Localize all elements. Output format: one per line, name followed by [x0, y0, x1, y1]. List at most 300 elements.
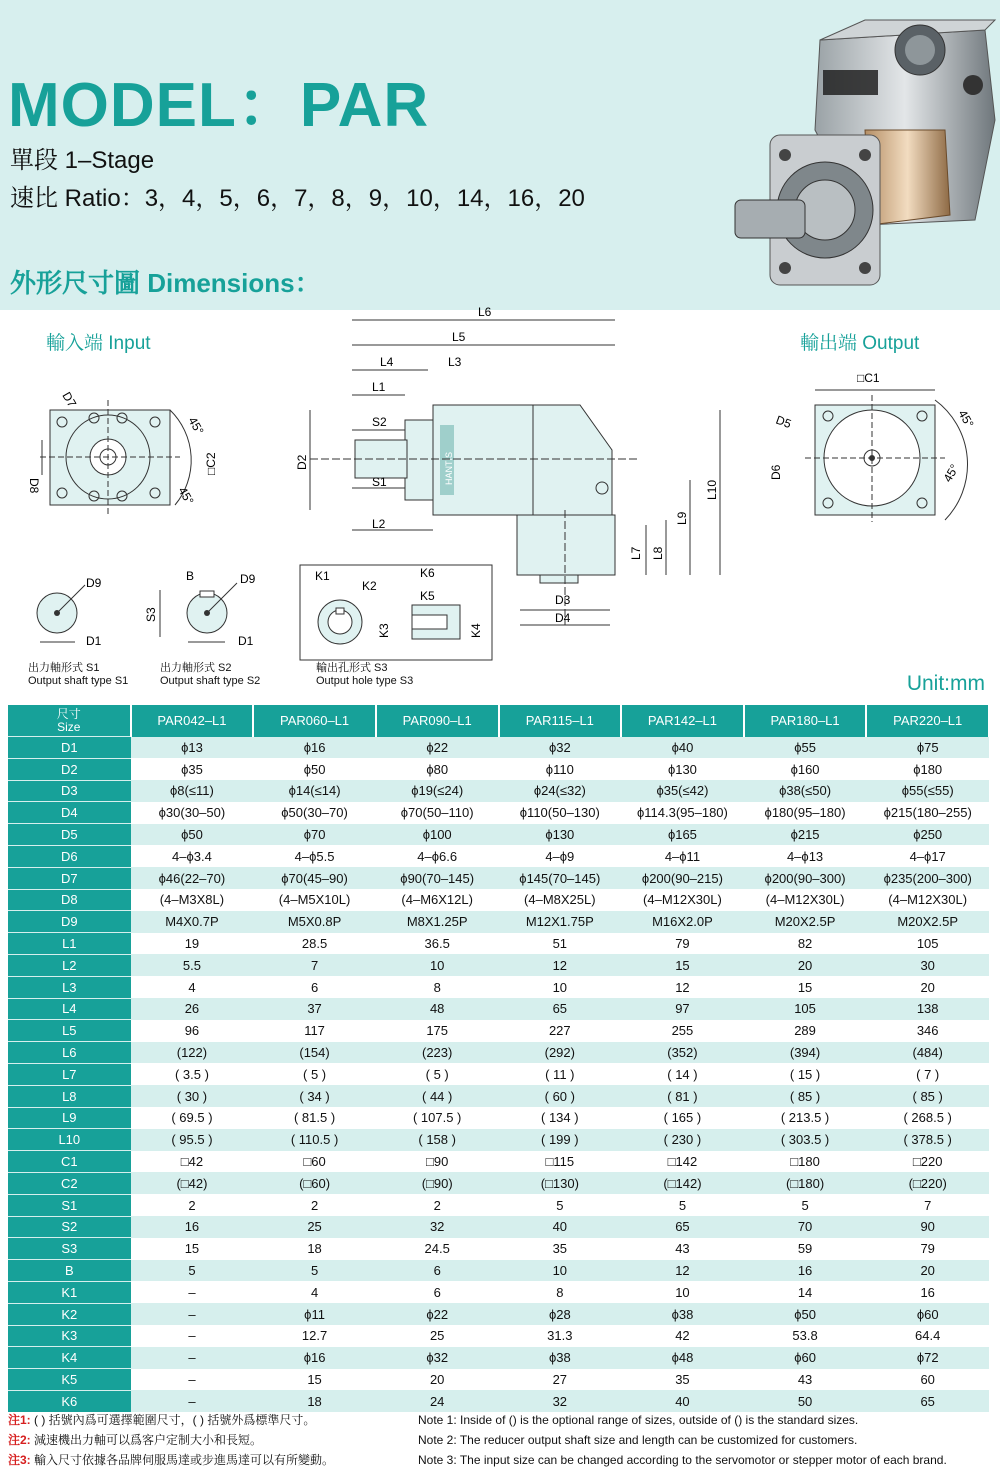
- table-cell: ϕ110(50–130): [499, 802, 622, 824]
- table-cell: ϕ16: [253, 737, 376, 759]
- note-zh-3: [8, 1450, 334, 1470]
- table-cell: 105: [744, 998, 867, 1020]
- table-cell: (4–M12X30L): [744, 889, 867, 911]
- table-cell: ( 60 ): [499, 1085, 622, 1107]
- table-cell: 2: [131, 1194, 254, 1216]
- table-cell: ϕ160: [744, 758, 867, 780]
- table-row: [8, 1325, 989, 1347]
- table-cell: 2: [376, 1194, 499, 1216]
- table-cell: ( 15 ): [744, 1063, 867, 1085]
- d5-label: D5: [773, 412, 794, 432]
- s2-label: S2: [372, 415, 387, 429]
- table-cell: 12: [621, 1260, 744, 1282]
- table-cell: ( 107.5 ): [376, 1107, 499, 1129]
- hole-type-s3: [300, 565, 492, 660]
- table-cell: 35: [499, 1238, 622, 1260]
- table-row: [8, 780, 989, 802]
- table-cell: ( 230 ): [621, 1129, 744, 1151]
- row-label: K5: [8, 1369, 131, 1391]
- k2-label: K2: [362, 579, 377, 593]
- row-label: D7: [8, 867, 131, 889]
- table-cell: 28.5: [253, 933, 376, 955]
- table-cell: ( 81 ): [621, 1085, 744, 1107]
- table-cell: 175: [376, 1020, 499, 1042]
- row-label: D6: [8, 845, 131, 867]
- table-cell: 26: [131, 998, 254, 1020]
- table-cell: 24.5: [376, 1238, 499, 1260]
- l9-label: L9: [675, 511, 689, 525]
- table-row: [8, 867, 989, 889]
- k4-label: K4: [469, 623, 483, 638]
- table-cell: (394): [744, 1042, 867, 1064]
- table-cell: 4: [253, 1281, 376, 1303]
- table-cell: 60: [866, 1369, 989, 1391]
- table-cell: ( 44 ): [376, 1085, 499, 1107]
- note-en-2: [418, 1430, 947, 1450]
- input-label: 輸入端 Input: [46, 333, 151, 354]
- table-cell: 32: [376, 1216, 499, 1238]
- out-angle-45-2: 45°: [940, 461, 962, 485]
- table-cell: 10: [499, 1260, 622, 1282]
- table-cell: 10: [621, 1281, 744, 1303]
- row-label: L9: [8, 1107, 131, 1129]
- row-label: D8: [8, 889, 131, 911]
- table-cell: □220: [866, 1151, 989, 1173]
- table-cell: 227: [499, 1020, 622, 1042]
- table-cell: –: [131, 1325, 254, 1347]
- table-cell: 82: [744, 933, 867, 955]
- table-cell: ϕ130: [621, 758, 744, 780]
- table-cell: ϕ200(90–215): [621, 867, 744, 889]
- note-en-label: Note 1:: [418, 1413, 457, 1427]
- table-cell: ϕ50: [131, 824, 254, 846]
- c1-label: □C1: [857, 371, 880, 385]
- row-label: L5: [8, 1020, 131, 1042]
- table-cell: 30: [866, 954, 989, 976]
- table-cell: 12: [621, 976, 744, 998]
- row-label: K6: [8, 1390, 131, 1411]
- row-label: K1: [8, 1281, 131, 1303]
- table-cell: 138: [866, 998, 989, 1020]
- table-cell: 59: [744, 1238, 867, 1260]
- model-title: MODEL：PAR: [8, 71, 430, 140]
- table-cell: 15: [131, 1238, 254, 1260]
- table-cell: –: [131, 1281, 254, 1303]
- table-cell: 20: [866, 976, 989, 998]
- ratio-text: 速比 Ratio：3，4，5，6，7，8，9，10，14，16，20: [10, 185, 585, 212]
- d2-label: D2: [295, 454, 309, 470]
- table-cell: (352): [621, 1042, 744, 1064]
- note-zh-1: [8, 1410, 334, 1430]
- table-cell: 16: [866, 1281, 989, 1303]
- table-cell: ( 14 ): [621, 1063, 744, 1085]
- table-cell: ϕ55(≤55): [866, 780, 989, 802]
- table-cell: 4–ϕ13: [744, 845, 867, 867]
- table-cell: 16: [744, 1260, 867, 1282]
- table-cell: ϕ13: [131, 737, 254, 759]
- table-row: [8, 758, 989, 780]
- table-cell: 10: [376, 954, 499, 976]
- table-cell: ( 95.5 ): [131, 1129, 254, 1151]
- table-row: [8, 1369, 989, 1391]
- brand-label: HANTIS: [444, 451, 454, 485]
- row-label: K3: [8, 1325, 131, 1347]
- table-cell: (□220): [866, 1172, 989, 1194]
- note-en-label: Note 2:: [418, 1433, 457, 1447]
- dimensions-title: 外形尺寸圖 Dimensions：: [10, 268, 321, 298]
- model-header: PAR220–L1: [866, 705, 989, 737]
- table-cell: 31.3: [499, 1325, 622, 1347]
- table-cell: 14: [744, 1281, 867, 1303]
- size-header: [8, 705, 131, 737]
- table-cell: 289: [744, 1020, 867, 1042]
- table-cell: 65: [866, 1390, 989, 1411]
- table-cell: ( 30 ): [131, 1085, 254, 1107]
- table-cell: (□90): [376, 1172, 499, 1194]
- table-cell: ϕ32: [499, 737, 622, 759]
- size-zh: 尺寸: [56, 706, 81, 721]
- table-cell: ϕ215(180–255): [866, 802, 989, 824]
- table-cell: ϕ215: [744, 824, 867, 846]
- table-cell: 18: [253, 1238, 376, 1260]
- table-cell: 12: [499, 954, 622, 976]
- table-cell: 20: [744, 954, 867, 976]
- row-label: C2: [8, 1172, 131, 1194]
- l2-label: L2: [372, 517, 386, 531]
- k6-label: K6: [420, 566, 435, 580]
- table-row: [8, 1042, 989, 1064]
- d7-label: D7: [59, 389, 80, 410]
- table-cell: 2: [253, 1194, 376, 1216]
- table-cell: (□130): [499, 1172, 622, 1194]
- row-label: L1: [8, 933, 131, 955]
- table-cell: 79: [866, 1238, 989, 1260]
- table-cell: ϕ145(70–145): [499, 867, 622, 889]
- d3-label: D3: [555, 593, 571, 607]
- table-cell: 117: [253, 1020, 376, 1042]
- table-cell: ϕ46(22–70): [131, 867, 254, 889]
- table-cell: ϕ14(≤14): [253, 780, 376, 802]
- table-row: [8, 889, 989, 911]
- l1-label: L1: [372, 380, 386, 394]
- table-cell: 25: [376, 1325, 499, 1347]
- table-cell: 15: [621, 954, 744, 976]
- notes-zh: [8, 1410, 334, 1470]
- model-header: PAR042–L1: [131, 705, 254, 737]
- row-label: K4: [8, 1347, 131, 1369]
- table-cell: (□142): [621, 1172, 744, 1194]
- table-cell: M8X1.25P: [376, 911, 499, 933]
- size-en: Size: [57, 719, 81, 734]
- table-cell: (4–M12X30L): [866, 889, 989, 911]
- table-row: [8, 954, 989, 976]
- table-cell: –: [131, 1369, 254, 1391]
- table-cell: 4–ϕ17: [866, 845, 989, 867]
- table-cell: ϕ19(≤24): [376, 780, 499, 802]
- note-en-text: The reducer output shaft size and length can be customized for customers.: [459, 1433, 858, 1447]
- row-label: D4: [8, 802, 131, 824]
- table-cell: ϕ90(70–145): [376, 867, 499, 889]
- caption-s1: [28, 662, 128, 688]
- table-cell: 15: [253, 1369, 376, 1391]
- table-row: [8, 1281, 989, 1303]
- caption-s2-zh: 出力軸形式 S2: [160, 662, 232, 674]
- input-flange-view: [27, 390, 218, 516]
- table-row: [8, 1020, 989, 1042]
- table-cell: 5: [744, 1194, 867, 1216]
- table-row: [8, 1063, 989, 1085]
- table-cell: ϕ250: [866, 824, 989, 846]
- table-cell: –: [131, 1390, 254, 1411]
- table-cell: ϕ24(≤32): [499, 780, 622, 802]
- table-cell: ϕ180(95–180): [744, 802, 867, 824]
- table-cell: □42: [131, 1151, 254, 1173]
- row-label: D5: [8, 824, 131, 846]
- table-row: [8, 1238, 989, 1260]
- table-cell: ϕ70(45–90): [253, 867, 376, 889]
- s2-d1-label: D1: [238, 634, 254, 648]
- table-cell: M20X2.5P: [866, 911, 989, 933]
- l4-label: L4: [380, 355, 394, 369]
- table-cell: ( 85 ): [744, 1085, 867, 1107]
- table-cell: (4–M6X12L): [376, 889, 499, 911]
- d6-label: D6: [769, 464, 783, 480]
- table-row: [8, 1347, 989, 1369]
- table-cell: 40: [621, 1390, 744, 1411]
- table-cell: ϕ11: [253, 1303, 376, 1325]
- table-cell: ϕ38: [499, 1347, 622, 1369]
- k5-label: K5: [420, 589, 435, 603]
- s2-d9-label: D9: [240, 572, 256, 586]
- model-header: PAR115–L1: [499, 705, 622, 737]
- table-cell: 18: [253, 1390, 376, 1411]
- table-cell: 4: [131, 976, 254, 998]
- table-cell: ( 110.5 ): [253, 1129, 376, 1151]
- table-cell: 70: [744, 1216, 867, 1238]
- table-cell: 50: [744, 1390, 867, 1411]
- table-header-row: [8, 705, 989, 737]
- table-cell: 43: [621, 1238, 744, 1260]
- table-cell: ( 81.5 ): [253, 1107, 376, 1129]
- table-cell: ( 11 ): [499, 1063, 622, 1085]
- caption-s3-zh: 輸出孔形式 S3: [316, 662, 388, 674]
- table-cell: 5: [621, 1194, 744, 1216]
- table-row: [8, 1172, 989, 1194]
- row-label: S1: [8, 1194, 131, 1216]
- table-cell: (223): [376, 1042, 499, 1064]
- note-en-text: The input size can be changed according to the servomotor or stepper motor of each brand.: [459, 1453, 947, 1467]
- table-cell: (4–M8X25L): [499, 889, 622, 911]
- gearbox-product-image: [715, 10, 1000, 290]
- table-cell: ϕ22: [376, 1303, 499, 1325]
- spec-table: [8, 705, 990, 1412]
- table-cell: ϕ16: [253, 1347, 376, 1369]
- table-cell: 8: [376, 976, 499, 998]
- k3-label: K3: [377, 623, 391, 638]
- note-zh-text: ( ) 括號內爲可選擇範圍尺寸，( ) 括號外爲標準尺寸。: [34, 1413, 316, 1427]
- table-cell: 10: [499, 976, 622, 998]
- table-cell: ϕ80: [376, 758, 499, 780]
- table-cell: 51: [499, 933, 622, 955]
- row-label: D2: [8, 758, 131, 780]
- table-cell: ϕ70(50–110): [376, 802, 499, 824]
- table-cell: ϕ8(≤11): [131, 780, 254, 802]
- table-cell: 12.7: [253, 1325, 376, 1347]
- table-cell: 4–ϕ5.5: [253, 845, 376, 867]
- s1-d1-label: D1: [86, 634, 102, 648]
- table-cell: 79: [621, 933, 744, 955]
- table-cell: ( 158 ): [376, 1129, 499, 1151]
- table-cell: ( 378.5 ): [866, 1129, 989, 1151]
- caption-s2-en: Output shaft type S2: [160, 675, 261, 687]
- note-zh-2: [8, 1430, 334, 1450]
- table-cell: 4–ϕ11: [621, 845, 744, 867]
- table-cell: 255: [621, 1020, 744, 1042]
- s1-label: S1: [372, 475, 387, 489]
- table-row: [8, 845, 989, 867]
- table-cell: □142: [621, 1151, 744, 1173]
- table-cell: ϕ72: [866, 1347, 989, 1369]
- table-cell: 4–ϕ3.4: [131, 845, 254, 867]
- table-cell: 346: [866, 1020, 989, 1042]
- table-row: [8, 802, 989, 824]
- table-cell: 16: [131, 1216, 254, 1238]
- table-cell: ϕ30(30–50): [131, 802, 254, 824]
- l5-label: L5: [452, 330, 466, 344]
- table-row: [8, 1129, 989, 1151]
- table-cell: ϕ35: [131, 758, 254, 780]
- table-cell: 5.5: [131, 954, 254, 976]
- table-cell: ( 85 ): [866, 1085, 989, 1107]
- table-cell: ( 5 ): [376, 1063, 499, 1085]
- table-row: [8, 911, 989, 933]
- note-zh-label: 注2:: [8, 1433, 31, 1447]
- table-cell: ϕ114.3(95–180): [621, 802, 744, 824]
- table-row: [8, 824, 989, 846]
- table-cell: 42: [621, 1325, 744, 1347]
- table-cell: 24: [376, 1390, 499, 1411]
- table-cell: (4–M5X10L): [253, 889, 376, 911]
- table-cell: 7: [253, 954, 376, 976]
- table-cell: (□42): [131, 1172, 254, 1194]
- caption-s3: [316, 662, 413, 688]
- row-label: L4: [8, 998, 131, 1020]
- s2-s3-label: S3: [144, 607, 158, 622]
- table-row: [8, 737, 989, 759]
- table-cell: ϕ235(200–300): [866, 867, 989, 889]
- l3-label: L3: [448, 355, 462, 369]
- row-label: B: [8, 1260, 131, 1282]
- table-cell: ϕ180: [866, 758, 989, 780]
- out-angle-45: 45°: [955, 407, 977, 431]
- table-cell: 7: [866, 1194, 989, 1216]
- table-cell: ϕ35(≤42): [621, 780, 744, 802]
- table-cell: ( 69.5 ): [131, 1107, 254, 1129]
- table-cell: 96: [131, 1020, 254, 1042]
- table-cell: 25: [253, 1216, 376, 1238]
- caption-s1-zh: 出力軸形式 S1: [28, 662, 100, 674]
- note-en-1: [418, 1410, 947, 1430]
- stage-text: 單段 1–Stage: [10, 147, 155, 174]
- table-cell: ϕ48: [621, 1347, 744, 1369]
- table-cell: ϕ55: [744, 737, 867, 759]
- row-label: L3: [8, 976, 131, 998]
- note-zh-label: 注1:: [8, 1413, 31, 1427]
- l6-label: L6: [478, 305, 492, 319]
- table-cell: ϕ75: [866, 737, 989, 759]
- table-cell: ϕ50: [253, 758, 376, 780]
- table-body: [8, 737, 989, 1412]
- s2-b-label: B: [186, 569, 195, 583]
- table-cell: 5: [253, 1260, 376, 1282]
- table-cell: ϕ70: [253, 824, 376, 846]
- table-cell: ϕ38(≤50): [744, 780, 867, 802]
- l8-label: L8: [651, 546, 665, 560]
- table-row: [8, 1260, 989, 1282]
- table-cell: 6: [376, 1260, 499, 1282]
- table-row: [8, 1216, 989, 1238]
- table-cell: ϕ38: [621, 1303, 744, 1325]
- row-label: L6: [8, 1042, 131, 1064]
- table-row: [8, 933, 989, 955]
- row-label: S3: [8, 1238, 131, 1260]
- angle-45-label: 45°: [185, 414, 207, 438]
- table-cell: 32: [499, 1390, 622, 1411]
- table-cell: 35: [621, 1369, 744, 1391]
- table-cell: ϕ130: [499, 824, 622, 846]
- shaft-type-s2: [144, 569, 256, 648]
- table-cell: 5: [499, 1194, 622, 1216]
- table-cell: 27: [499, 1369, 622, 1391]
- table-cell: (□60): [253, 1172, 376, 1194]
- row-label: S2: [8, 1216, 131, 1238]
- row-label: D9: [8, 911, 131, 933]
- table-cell: □90: [376, 1151, 499, 1173]
- table-cell: 19: [131, 933, 254, 955]
- table-cell: ϕ100: [376, 824, 499, 846]
- table-cell: ϕ50: [744, 1303, 867, 1325]
- table-cell: □60: [253, 1151, 376, 1173]
- table-cell: 105: [866, 933, 989, 955]
- note-zh-text: 輸入尺寸依據各品牌伺服馬達或步進馬達可以有所變動。: [34, 1453, 335, 1467]
- table-cell: (4–M12X30L): [621, 889, 744, 911]
- table-cell: M12X1.75P: [499, 911, 622, 933]
- angle-45-label-2: 45°: [175, 484, 197, 508]
- table-cell: 15: [744, 976, 867, 998]
- caption-s2: [160, 662, 260, 688]
- table-cell: 36.5: [376, 933, 499, 955]
- note-en-label: Note 3:: [418, 1453, 457, 1467]
- row-label: L8: [8, 1085, 131, 1107]
- table-cell: –: [131, 1303, 254, 1325]
- table-cell: 53.8: [744, 1325, 867, 1347]
- table-cell: □180: [744, 1151, 867, 1173]
- row-label: D1: [8, 737, 131, 759]
- table-cell: 64.4: [866, 1325, 989, 1347]
- table-row: [8, 998, 989, 1020]
- l7-label: L7: [629, 546, 643, 560]
- table-cell: 90: [866, 1216, 989, 1238]
- output-label: 輸出端 Output: [800, 333, 920, 354]
- table-cell: ( 213.5 ): [744, 1107, 867, 1129]
- row-label: K2: [8, 1303, 131, 1325]
- note-zh-label: 注3:: [8, 1453, 31, 1467]
- table-cell: ( 268.5 ): [866, 1107, 989, 1129]
- table-cell: ϕ165: [621, 824, 744, 846]
- row-label: L7: [8, 1063, 131, 1085]
- table-cell: 65: [621, 1216, 744, 1238]
- table-cell: 4–ϕ9: [499, 845, 622, 867]
